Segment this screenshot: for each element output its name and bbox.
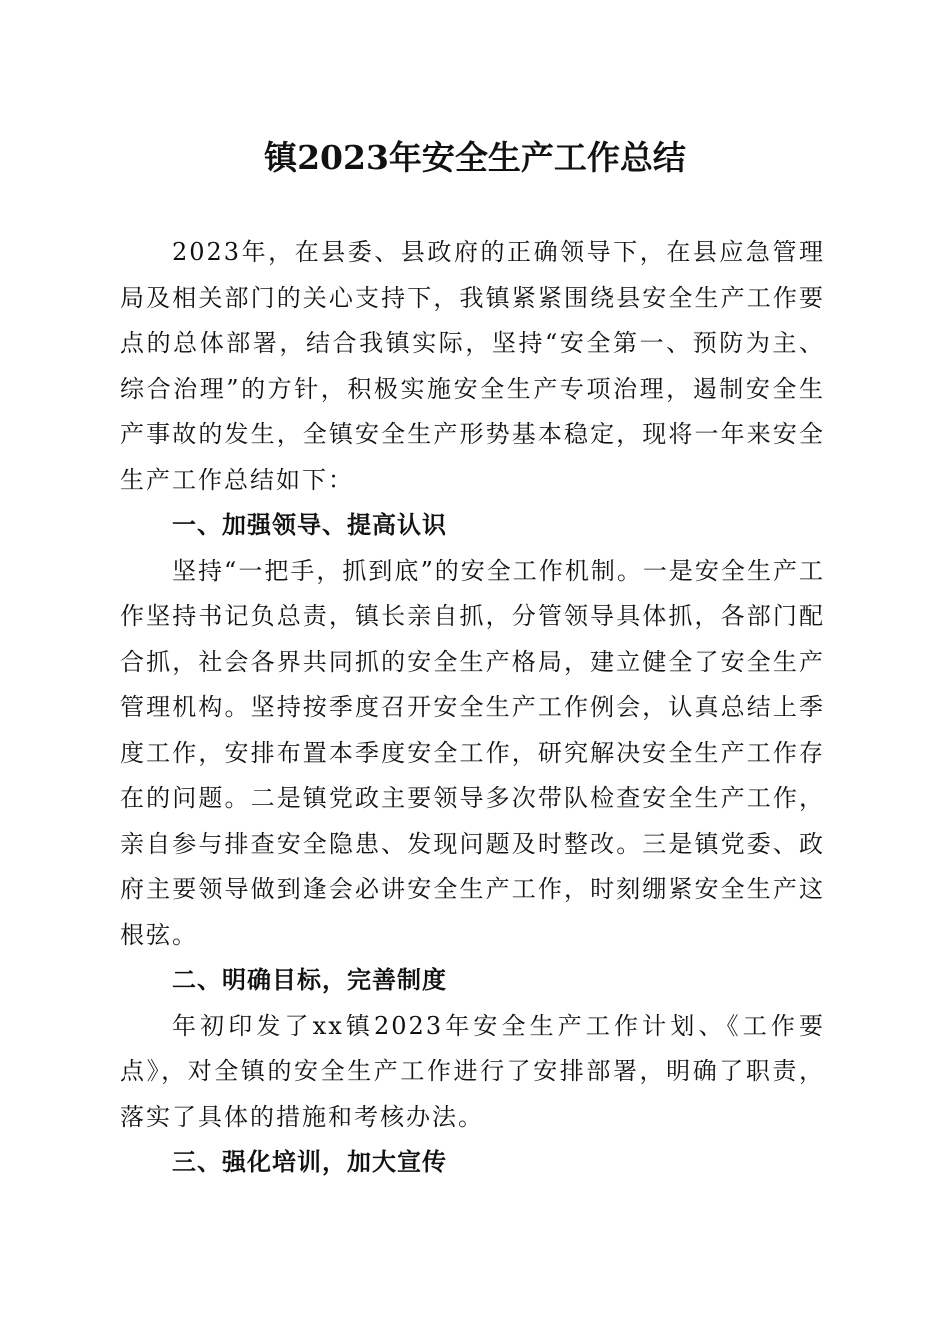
section-paragraph-1: 坚持“一把手，抓到底”的安全工作机制。一是安全生产工作坚持书记负总责，镇长亲自抓，分管领导具体抓，各部门配合抓，社会各界共同抓的安全生产格局，建立健全了安全生产管理机构。坚持按季度召开安全生产工作例会，认真总结上季度工作，安排布置本季度安全工作，研究解决安全生产工作存在的问题。二是镇党政主要领导多次带队检查安全生产工作，亲自参与排查安全隐患、发现问题及时整改。三是镇党委、政府主要领导做到逢会必讲安全生产工作，时刻绷紧安全生产这根弦。 bbox=[120, 556, 825, 949]
section-paragraph-2: 年初印发了xx镇2023年安全生产工作计划、《工作要点》，对全镇的安全生产工作进行了安排部署，明确了职责，落实了具体的措施和考核办法。 bbox=[120, 1011, 825, 1131]
document-body bbox=[120, 230, 825, 1186]
section-heading-2: 二、明确目标，完善制度 bbox=[172, 966, 447, 994]
document-title: 镇2023年安全生产工作总结 bbox=[264, 138, 686, 177]
intro-paragraph: 2023年，在县委、县政府的正确领导下，在县应急管理局及相关部门的关心支持下，我镇紧紧围绕县安全生产工作要点的总体部署，结合我镇实际，坚持“安全第一、预防为主、综合治理”的方针，积极实施安全生产专项治理，遏制安全生产事故的发生，全镇安全生产形势基本稳定，现将一年来安全生产工作总结如下： bbox=[120, 238, 825, 494]
section-heading-3: 三、强化培训，加大宣传 bbox=[172, 1148, 447, 1176]
section-heading-1: 一、加强领导、提高认识 bbox=[172, 511, 447, 539]
